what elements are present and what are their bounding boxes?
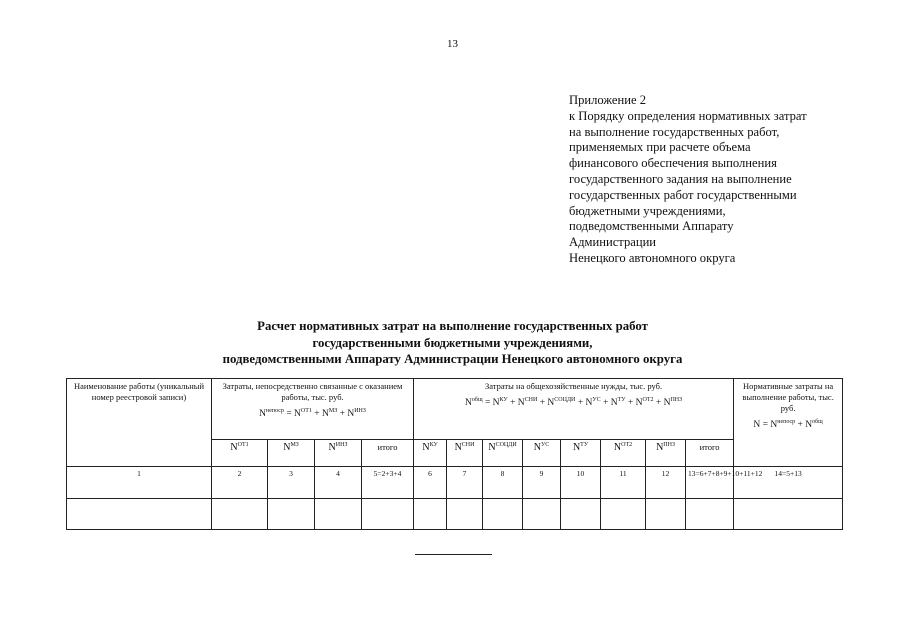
header-work-name: Наименование работы (уникальный номер реестровой записи) <box>67 379 212 467</box>
header-normative-costs <box>734 379 843 467</box>
appendix-block <box>569 93 869 267</box>
direct-costs-formula: $N^{непоср} = N^{ОТ1} + N^{МЗ} + N^{ИНЗ}$ <box>259 408 366 420</box>
column-number: 12 <box>646 467 686 499</box>
header-general-costs <box>414 379 734 440</box>
cost-calculation-table <box>66 378 843 530</box>
empty-cell <box>561 499 601 530</box>
column-number: 5=2+3+4 <box>362 467 414 499</box>
subheader-cell: $N^{СНИ}$ <box>447 440 483 467</box>
subheader-cell: $N^{ИНЗ}$ <box>315 440 362 467</box>
empty-cell <box>414 499 447 530</box>
title-line: подведомственными Аппарату Администрации Ненецкого автономного округа <box>222 352 683 366</box>
column-number: 6 <box>414 467 447 499</box>
empty-cell <box>362 499 414 530</box>
subheader-cell: $N^{МЗ}$ <box>268 440 315 467</box>
empty-cell <box>447 499 483 530</box>
general-costs-formula: $N^{общ} = N^{КУ} + N^{СНИ} + N^{СОЦДИ} + N^{УС} + N^{ТУ} + N^{ОТ2} + N^{ПНЗ}$ <box>465 397 683 409</box>
appendix-line: финансового обеспечения выполнения <box>569 156 777 171</box>
appendix-line: на выполнение государственных работ, <box>569 124 780 139</box>
empty-cell <box>734 499 843 530</box>
appendix-line: Приложение 2 <box>569 93 647 107</box>
title-line: государственными бюджетными учреждениями, <box>312 335 593 350</box>
subheader-cell: $N^{СОЦДИ}$ <box>483 440 523 467</box>
appendix-line: государственных работ государственными <box>569 187 797 202</box>
empty-cell <box>67 499 212 530</box>
column-number: 1 <box>67 467 212 499</box>
empty-cell <box>523 499 561 530</box>
appendix-line: Ненецкого автономного округа <box>569 250 736 265</box>
column-number: 8 <box>483 467 523 499</box>
empty-cell <box>601 499 646 530</box>
subheader-cell: $N^{УС}$ <box>523 440 561 467</box>
column-number: 2 <box>212 467 268 499</box>
empty-cell <box>646 499 686 530</box>
empty-cell <box>315 499 362 530</box>
appendix-line: к Порядку определения нормативных затрат <box>569 108 807 123</box>
header-general-costs-label: Затраты на общехозяйственные нужды, тыс. руб. <box>484 381 663 391</box>
empty-data-row <box>67 499 843 530</box>
footer-divider <box>415 554 492 555</box>
title-line: Расчет нормативных затрат на выполнение государственных работ <box>257 319 648 333</box>
subheader-cell: $N^{ТУ}$ <box>561 440 601 467</box>
subheader-cell: $N^{ОТ1}$ <box>212 440 268 467</box>
appendix-line: применяемых при расчете объема <box>569 140 751 155</box>
appendix-line: подведомственными Аппарату <box>569 219 734 234</box>
column-number: 7 <box>447 467 483 499</box>
header-direct-costs <box>212 379 414 440</box>
column-number: 4 <box>315 467 362 499</box>
empty-cell <box>268 499 315 530</box>
appendix-line: Администрации <box>569 235 657 250</box>
subheader-total: итого <box>362 440 414 467</box>
header-normative-costs-label: Нормативные затраты на выполнение работы, тыс. руб. <box>742 381 834 413</box>
column-number: 13=6+7+8+9+10+11+12 <box>686 467 734 499</box>
subheader-cell: $N^{ПНЗ}$ <box>646 440 686 467</box>
document-title <box>0 318 905 368</box>
appendix-line: бюджетными учреждениями, <box>569 203 726 218</box>
column-number: 3 <box>268 467 315 499</box>
header-direct-costs-label: Затраты, непосредственно связанные с оказанием работы, тыс. руб. <box>222 381 403 402</box>
page-number: 13 <box>447 38 458 50</box>
appendix-line: государственного задания на выполнение <box>569 171 792 186</box>
empty-cell <box>483 499 523 530</box>
column-number: 11 <box>601 467 646 499</box>
column-number: 10 <box>561 467 601 499</box>
column-number: 14=5+13 <box>734 467 843 499</box>
empty-cell <box>686 499 734 530</box>
subheader-cell: $N^{ОТ2}$ <box>601 440 646 467</box>
subheader-cell: $N^{КУ}$ <box>414 440 447 467</box>
subheader-total: итого <box>686 440 734 467</box>
empty-cell <box>212 499 268 530</box>
column-number: 9 <box>523 467 561 499</box>
normative-costs-formula: $N = N^{непоср} + N^{общ}$ <box>753 419 823 431</box>
